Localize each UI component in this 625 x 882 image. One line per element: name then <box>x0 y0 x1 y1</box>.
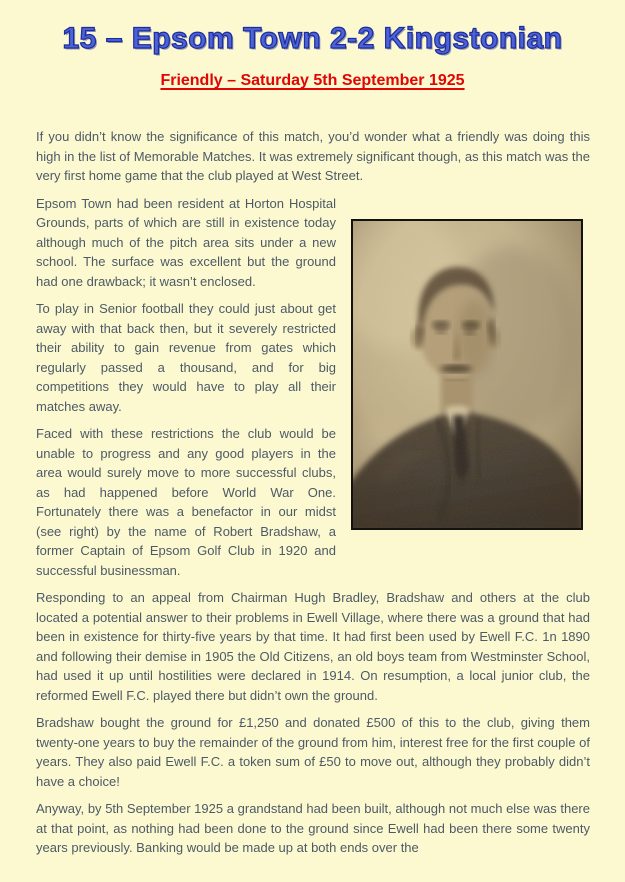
paragraph-4-text: Faced with these restrictions the club would be unable to progress and any good players in the area would surely move to more successful clubs, as had happened before World War One. Fortunately there was a benefactor in our midst (see right) by the name of Robert Bradshaw, a former Captain of Epsom Golf Club in 1920 and successful businessman. <box>36 426 336 578</box>
paragraph-2-text: Epsom Town had been resident at Horton Hospital Grounds, parts of which are still in existence today although much of the pitch area sits under a new school. The surface was excellent but the ground had one drawback; it wasn’t enclosed. <box>36 195 336 289</box>
paragraph-2 <box>36 194 590 292</box>
sepia-portrait-illustration <box>353 221 581 528</box>
article-body <box>0 90 625 858</box>
page-title: 15 – Epsom Town 2-2 Kingstonian <box>62 22 563 55</box>
paragraph-5-text: Responding to an appeal from Chairman Hugh Bradley, Bradshaw and others at the club located a potential answer to their problems in Ewell Village, where there was a ground that had been in existence for thirty-five years by that time. It had first been used by Ewell F.C. 1n 1890 and following their demise in 1905 the Old Citizens, an old boys team from Westminster School, had used it up until hostilities were declared in 1914. On resumption, a local junior club, the reformed Ewell F.C. played there but didn’t own the ground. <box>36 590 590 703</box>
paragraph-6-text: Bradshaw bought the ground for £1,250 and donated £500 of this to the club, giving them twenty-one years to buy the remainder of the ground from him, interest free for the first couple of years. They also paid Ewell F.C. a token sum of £50 to move out, although they probably didn’t have a choice! <box>36 715 590 789</box>
page-subtitle: Friendly – Saturday 5th September 1925 <box>160 72 465 89</box>
paragraph-3-text: To play in Senior football they could just about get away with that back then, but it severely restricted their ability to gain revenue from gates which regularly passed a thousand, and for big competitions they would have to play all their matches away. <box>36 301 336 414</box>
paragraph-1-text: If you didn’t know the significance of this match, you’d wonder what a friendly was doing this high in the list of Memorable Matches. It was extremely significant though, as this match was the very first home game that the club played at West Street. <box>36 129 590 183</box>
paragraph-1 <box>36 127 590 186</box>
paragraph-7-text: Anyway, by 5th September 1925 a grandstand had been built, although not much else was there at that point, as nothing had been done to the ground since Ewell had been there some twenty years previously. Banking would be made up at both ends over the <box>36 801 590 855</box>
paragraph-7 <box>36 799 590 858</box>
paragraph-5 <box>36 588 590 705</box>
portrait-photo <box>351 219 583 530</box>
paragraph-6 <box>36 713 590 791</box>
